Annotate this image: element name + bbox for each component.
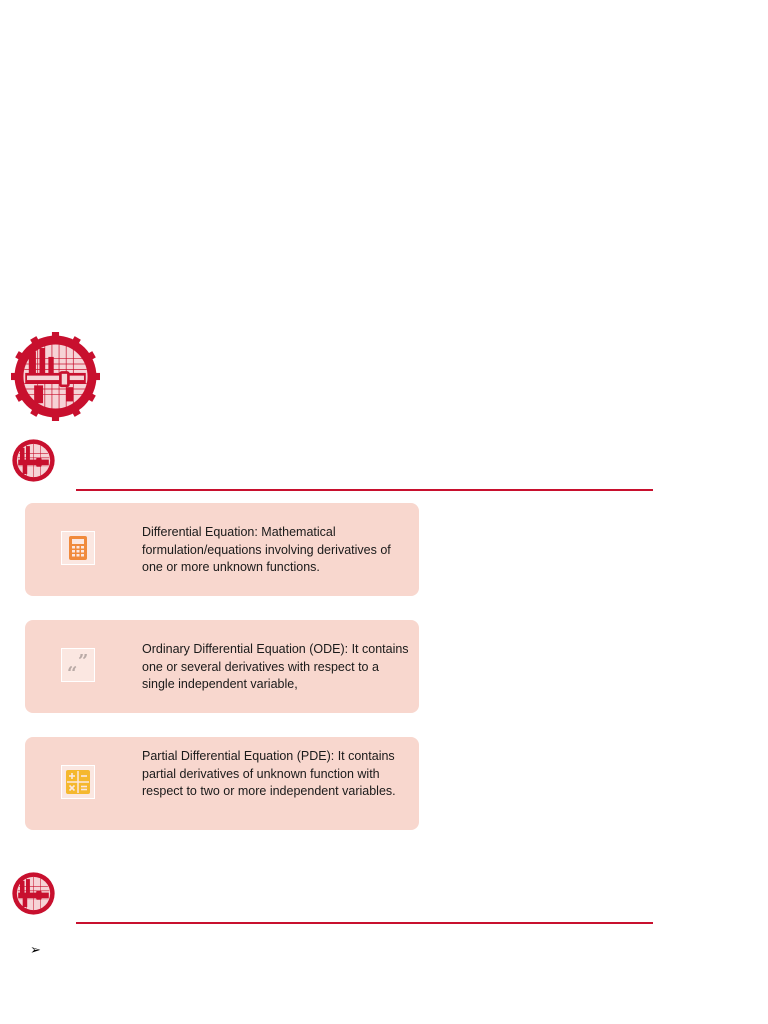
section-divider — [76, 922, 653, 924]
logo-gear — [11, 332, 100, 421]
svg-text:”: ” — [78, 653, 89, 672]
math-operators-icon — [61, 765, 95, 799]
university-logo-large — [11, 332, 100, 421]
svg-text:“: “ — [67, 663, 78, 677]
university-logo-small — [11, 438, 56, 483]
definition-card — [25, 503, 419, 596]
section-divider — [76, 489, 653, 491]
calculator-icon — [61, 531, 95, 565]
card-description: Partial Differential Equation (PDE): It contains partial derivatives of unknown function with respect to two or more independent variables. — [142, 749, 396, 798]
card-description: Differential Equation: Mathematical formulation/equations involving derivatives of one or more unknown functions. — [142, 525, 391, 574]
university-logo-small — [11, 871, 56, 916]
quote-icon — [61, 648, 95, 682]
definition-card — [25, 620, 419, 713]
card-description: Ordinary Differential Equation (ODE): It contains one or several derivatives with respect to a single independent variable, — [142, 642, 409, 691]
definition-card — [25, 737, 419, 830]
bullet-arrow-icon: ➢ — [30, 942, 41, 957]
